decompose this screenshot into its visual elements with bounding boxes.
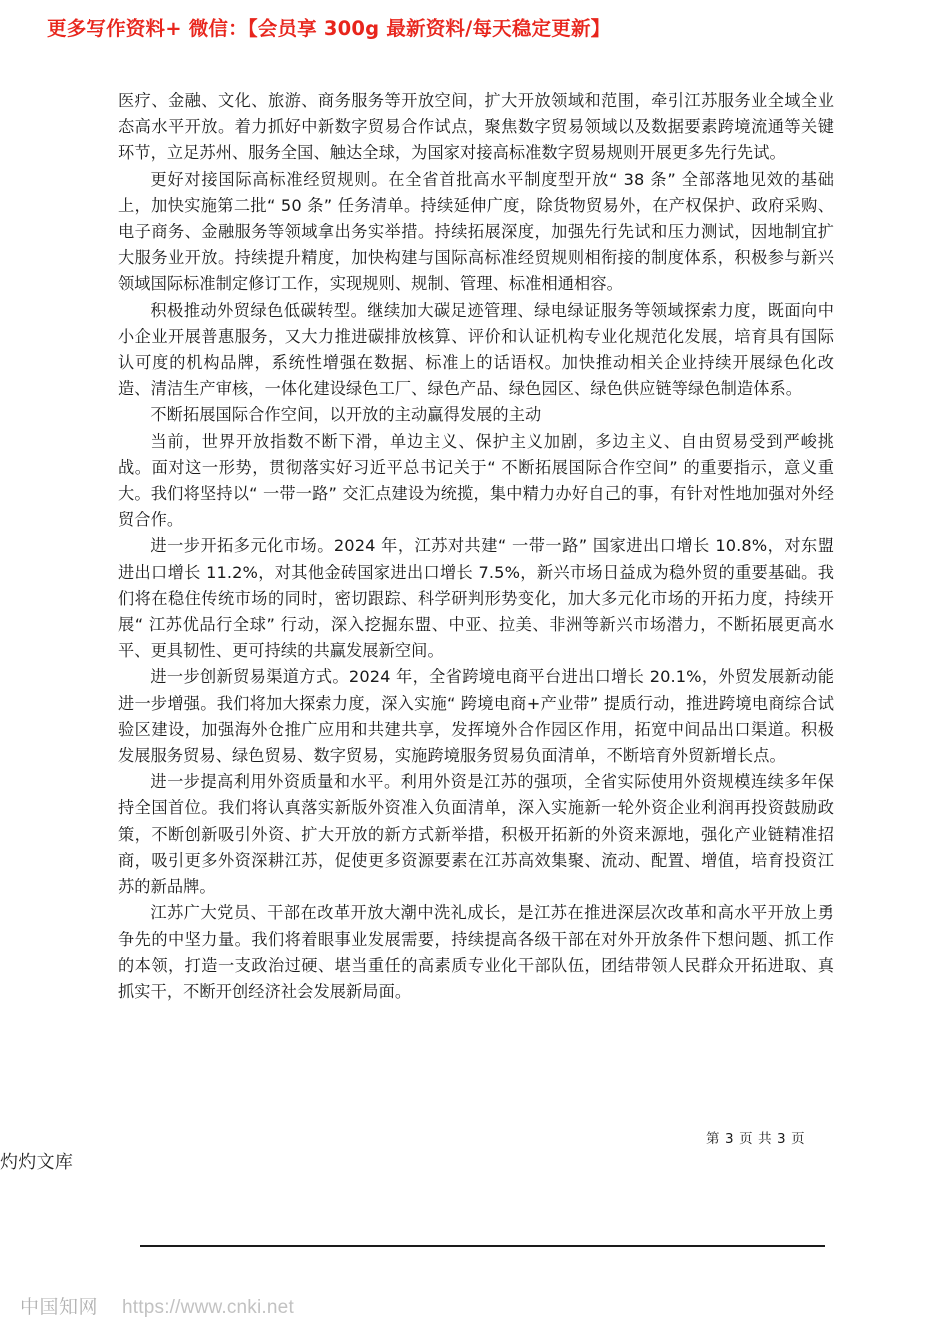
paragraph: 进一步开拓多元化市场。2024 年，江苏对共建“ 一带一路” 国家进出口增长 10.8%，对东盟进出口增长 11.2%，对其他金砖国家进出口增长 7.5%，新兴市场日益成为稳外贸的重要基础。我们将在稳住传统市场的同时，密切跟踪、科学研判形势变化，加大多元化市场的开拓力度，持续开展“ 江苏优品行全球” 行动，深入挖掘东盟、中亚、拉美、非洲等新兴市场潜力，不断拓展更高水平、更具韧性、更可持续的共赢发展新空间。	[118, 536, 834, 661]
document-body	[118, 88, 834, 1005]
cnki-branding	[20, 1292, 294, 1319]
footer-divider	[140, 1245, 825, 1247]
cnki-url-link[interactable]: https://www.cnki.net	[122, 1297, 294, 1318]
page-number: 第 3 页 共 3 页	[706, 1131, 806, 1147]
paragraph: 江苏广大党员、干部在改革开放大潮中洗礼成长，是江苏在推进深层次改革和高水平开放上勇争先的中坚力量。我们将着眼事业发展需要，持续提高各级干部在对外开放条件下想问题、抓工作的本领，打造一支政治过硬、堪当重任的高素质专业化干部队伍，团结带领人民群众开拓进取、真抓实干，不断开创经济社会发展新局面。	[118, 903, 834, 1001]
paragraph: 不断拓展国际合作空间，以开放的主动赢得发展的主动	[150, 405, 542, 425]
paragraph: 进一步提高利用外资质量和水平。利用外资是江苏的强项，全省实际使用外资规模连续多年保持全国首位。我们将认真落实新版外资准入负面清单，深入实施新一轮外资企业利润再投资鼓励政策，不断创新吸引外资、扩大开放的新方式新举措，积极开拓新的外资来源地，强化产业链精准招商，吸引更多外资深耕江苏，促使更多资源要素在江苏高效集聚、流动、配置、增值，培育投资江苏的新品牌。	[118, 772, 834, 897]
promo-banner-text: 更多写作资料+ 微信：【会员享 300g 最新资料/每天稳定更新】	[47, 17, 611, 40]
paragraph: 当前，世界开放指数不断下滑，单边主义、保护主义加剧，多边主义、自由贸易受到严峻挑战。面对这一形势，贯彻落实好习近平总书记关于“ 不断拓展国际合作空间” 的重要指示，意义重大。我们将坚持以“ 一带一路” 交汇点建设为统揽，集中精力办好自己的事，有针对性地加强对外经贸合作。	[118, 431, 834, 530]
paragraph: 积极推动外贸绿色低碳转型。继续加大碳足迹管理、绿电绿证服务等领域探索力度，既面向中小企业开展普惠服务，又大力推进碳排放核算、评价和认证机构专业化规范化发展，培育具有国际认可度的机构品牌，系统性增强在数据、标准上的话语权。加快推动相关企业持续开展绿色化改造、清洁生产审核，一体化建设绿色工厂、绿色产品、绿色园区、绿色供应链等绿色制造体系。	[118, 300, 834, 399]
cnki-logo-text: 中国知网	[20, 1296, 99, 1318]
paragraph: 更好对接国际高标准经贸规则。在全省首批高水平制度型开放“ 38 条” 全部落地见效的基础上，加快实施第二批“ 50 条” 任务清单。持续延伸广度，除货物贸易外，在产权保护、政府采购、电子商务、金融服务等领域拿出务实举措。持续拓展深度，加强先行先试和压力测试，因地制宜扩大服务业开放。持续提升精度，加快构建与国际高标准经贸规则相衔接的制度体系，积极参与新兴领域国际标准制定修订工作，实现规则、规制、管理、标准相通相容。	[118, 169, 834, 294]
library-watermark: 灼灼文库	[0, 1152, 74, 1173]
paragraph: 医疗、金融、文化、旅游、商务服务等开放空间，扩大开放领域和范围，牵引江苏服务业全域全业态高水平开放。着力抓好中新数字贸易合作试点，聚焦数字贸易领域以及数据要素跨境流通等关键环节，立足苏州、服务全国、触达全球，为国家对接高标准数字贸易规则开展更多先行先试。	[118, 91, 834, 163]
paragraph: 进一步创新贸易渠道方式。2024 年，全省跨境电商平台进出口增长 20.1%，外贸发展新动能进一步增强。我们将加大探索力度，深入实施“ 跨境电商+产业带” 提质行动，推进跨境电商综合试验区建设，加强海外仓推广应用和共建共享，发挥境外合作园区作用，拓宽中间品出口渠道。积极发展服务贸易、绿色贸易、数字贸易，实施跨境服务贸易负面清单，不断培育外贸新增长点。	[118, 667, 834, 766]
